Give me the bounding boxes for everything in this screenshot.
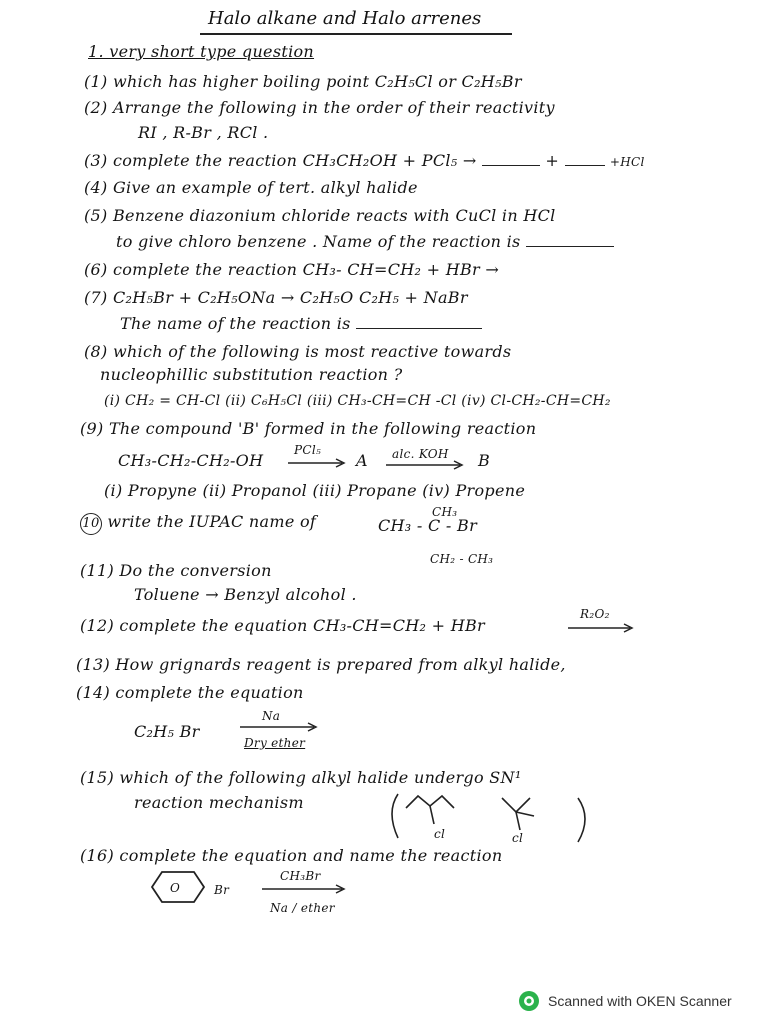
question-8-line2: nucleophillic substitution reaction ? bbox=[100, 365, 403, 384]
question-8-options: (i) CH₂ = CH-Cl (ii) C₆H₅Cl (iii) CH₃-CH=CH -Cl (iv) Cl-CH₂-CH=CH₂ bbox=[104, 393, 611, 409]
oken-scanner-logo-icon bbox=[518, 990, 540, 1012]
question-7-line1: (7) C₂H₅Br + C₂H₅ONa → C₂H₅O C₂H₅ + NaBr bbox=[84, 288, 468, 307]
product-b: B bbox=[478, 451, 491, 470]
question-9-reaction bbox=[118, 451, 263, 471]
question-16: (16) complete the equation and name the reaction bbox=[80, 846, 503, 865]
structure-top: CH₃ bbox=[432, 505, 458, 519]
benzene-ring-label: O bbox=[170, 881, 181, 895]
question-9-line1: (9) The compound 'B' formed in the following reaction bbox=[80, 419, 537, 438]
question-8-line1: (8) which of the following is most reactive towards bbox=[84, 342, 512, 361]
structure-bottom: CH₂ - CH₃ bbox=[430, 552, 494, 566]
reagent-pcl5: PCl₅ bbox=[294, 443, 322, 457]
question-number-badge: 10 bbox=[80, 513, 102, 535]
scanner-watermark bbox=[518, 989, 732, 1013]
section-heading: 1. very short type question bbox=[88, 42, 315, 61]
question-7-text: The name of the reaction is bbox=[120, 314, 351, 333]
question-1: (1) which has higher boiling point C₂H₅Cl or C₂H₅Br bbox=[84, 72, 522, 91]
question-3 bbox=[84, 151, 645, 172]
question-11-line1: (11) Do the conversion bbox=[80, 561, 272, 580]
reagent-na: Na bbox=[262, 709, 281, 723]
question-10-text: write the IUPAC name of bbox=[107, 512, 317, 531]
reaction-arrow bbox=[568, 623, 636, 633]
question-2-line1: (2) Arrange the following in the order of their reactivity bbox=[84, 98, 555, 117]
reaction-arrow bbox=[288, 458, 348, 468]
question-7-line2 bbox=[120, 314, 482, 334]
question-2-line2: RI , R-Br , RCl . bbox=[138, 123, 269, 142]
structure-middle: CH₃ - C - Br bbox=[378, 516, 478, 535]
question-10 bbox=[80, 512, 316, 535]
answer-blank bbox=[565, 165, 605, 166]
answer-blank bbox=[482, 165, 540, 166]
question-15-line2: reaction mechanism bbox=[134, 793, 304, 812]
chloro-label: cl bbox=[434, 827, 446, 841]
reaction-arrow bbox=[240, 722, 320, 732]
question-3-text: (3) complete the reaction CH₃CH₂OH + PCl₅ → bbox=[84, 151, 477, 170]
page-title: Halo alkane and Halo arrenes bbox=[208, 8, 482, 29]
answer-blank bbox=[526, 246, 614, 247]
question-13: (13) How grignards reagent is prepared from alkyl halide, bbox=[76, 655, 566, 674]
title-underline bbox=[200, 33, 512, 35]
intermediate-a: A bbox=[356, 451, 368, 470]
question-4: (4) Give an example of tert. alkyl halide bbox=[84, 178, 418, 197]
bromo-label: Br bbox=[214, 883, 230, 897]
reactant-ethyl-bromide: C₂H₅ Br bbox=[134, 722, 200, 741]
question-15-line1: (15) which of the following alkyl halide undergo SN¹ bbox=[80, 768, 522, 787]
reagent-methyl-bromide: CH₃Br bbox=[280, 869, 321, 883]
chloro-label: cl bbox=[512, 831, 524, 845]
hcl-label: +HCl bbox=[609, 155, 645, 169]
reagent-alc-koh: alc. KOH bbox=[392, 447, 449, 461]
question-6: (6) complete the reaction CH₃- CH=CH₂ + HBr → bbox=[84, 260, 500, 279]
reagent-peroxide: R₂O₂ bbox=[580, 607, 610, 621]
reaction-arrow bbox=[262, 884, 348, 894]
question-11-line2: Toluene → Benzyl alcohol . bbox=[134, 585, 357, 604]
watermark-text: Scanned with OKEN Scanner bbox=[548, 993, 732, 1009]
plus-sign: + bbox=[545, 151, 560, 170]
reactant: CH₃-CH₂-CH₂-OH bbox=[118, 451, 264, 470]
question-5-text: to give chloro benzene . Name of the reaction is bbox=[116, 232, 521, 251]
reaction-arrow bbox=[386, 460, 466, 470]
question-14: (14) complete the equation bbox=[76, 683, 304, 702]
question-5-line1: (5) Benzene diazonium chloride reacts with CuCl in HCl bbox=[84, 206, 556, 225]
question-9-options: (i) Propyne (ii) Propanol (iii) Propane (iv) Propene bbox=[104, 481, 526, 500]
question-12: (12) complete the equation CH₃-CH=CH₂ + HBr bbox=[80, 616, 485, 635]
reagent-na-ether: Na / ether bbox=[270, 901, 335, 915]
reagent-dry-ether: Dry ether bbox=[244, 736, 306, 750]
question-5-line2 bbox=[116, 232, 614, 252]
answer-blank bbox=[356, 328, 482, 329]
